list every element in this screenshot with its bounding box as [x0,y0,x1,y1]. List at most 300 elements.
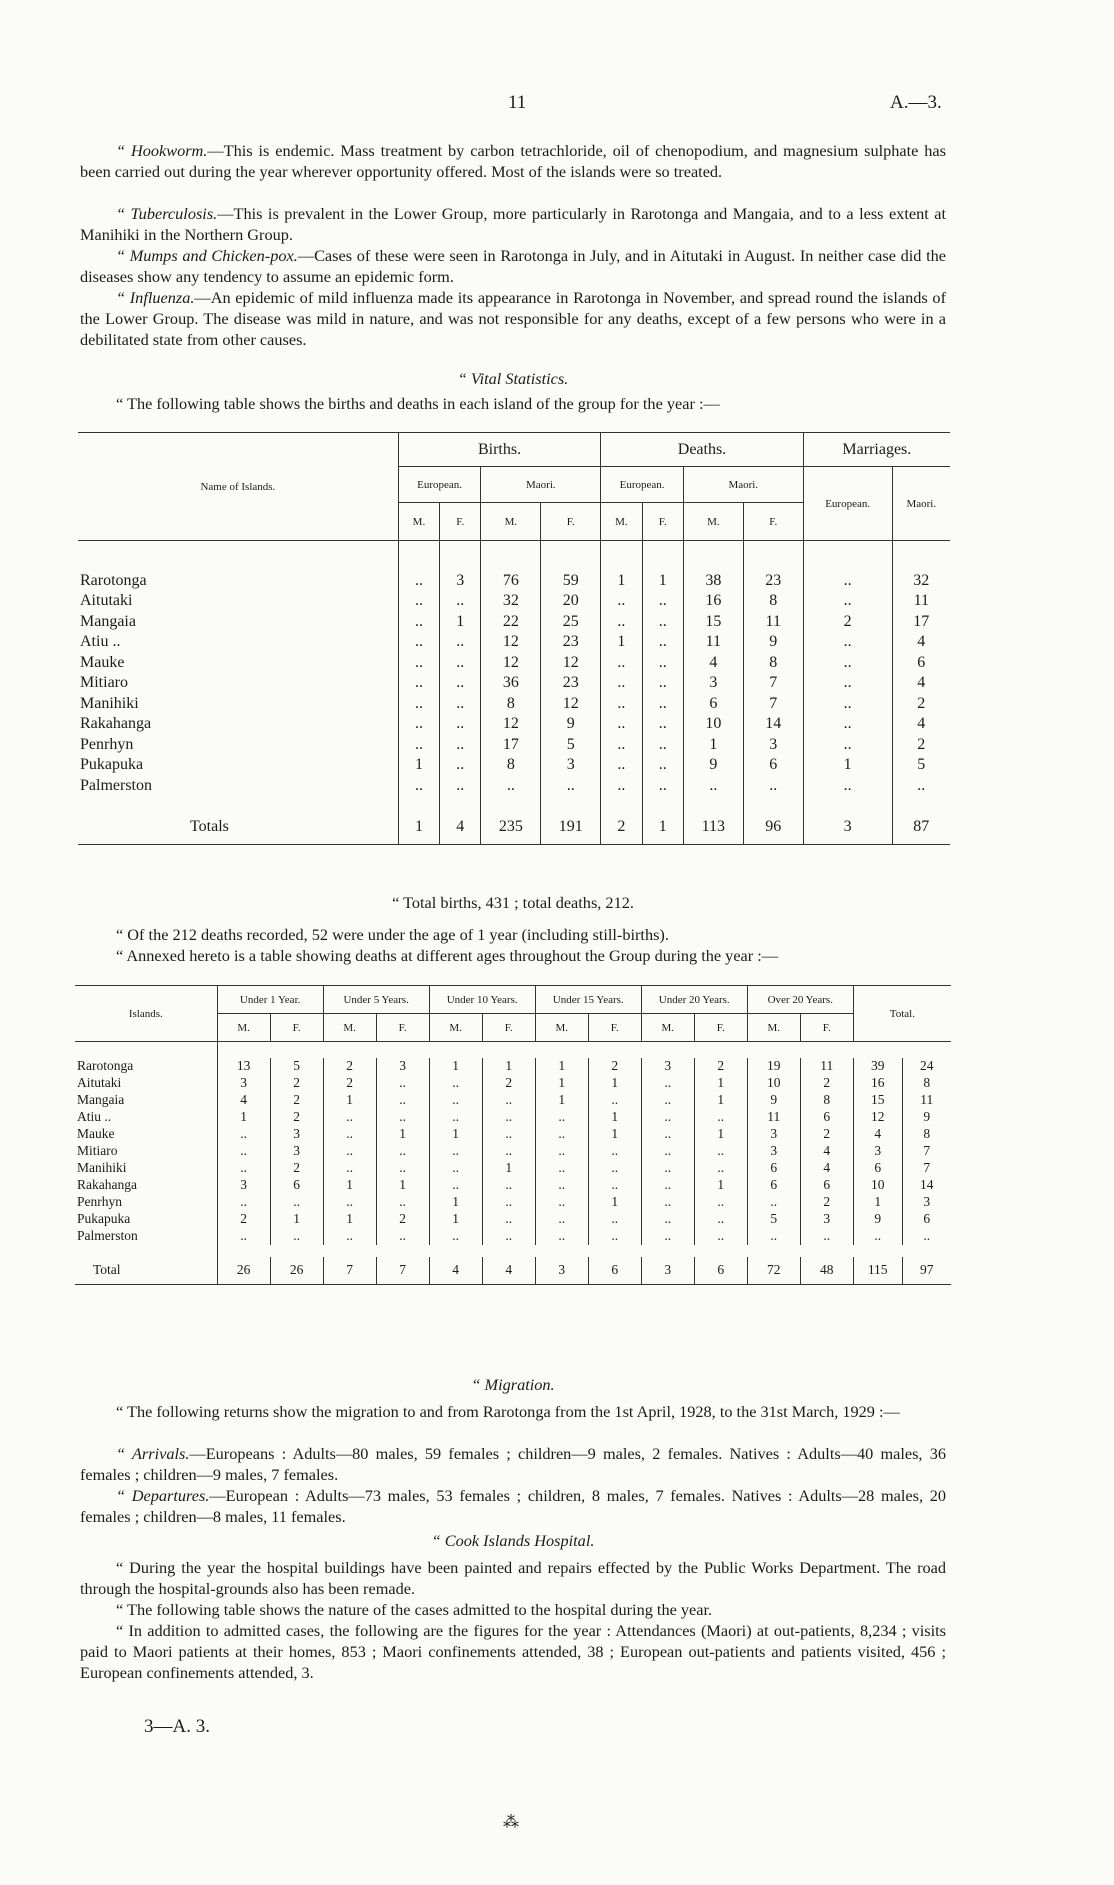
table-cell: .. [743,776,803,797]
table-cell: 1 [217,1109,270,1126]
table-cell: .. [641,1211,694,1228]
sub-header-f: F. [270,1014,323,1042]
table-cell: 23 [743,571,803,592]
table-cell: .. [482,1126,535,1143]
table-cell: .. [641,1143,694,1160]
table-cell: .. [440,694,481,715]
document-reference: A.—3. [890,92,942,113]
table-cell: 1 [588,1194,641,1211]
table-cell: 14 [902,1177,951,1194]
table-cell: 12 [481,653,541,674]
col-header-islands: Islands. [128,1007,163,1020]
table-cell: 16 [853,1075,902,1092]
births-european-header: European. [398,467,481,503]
total-cell: 115 [853,1257,902,1285]
table-cell: 15 [683,612,743,633]
island-name-cell [75,1194,217,1211]
table-cell: 1 [601,632,642,653]
table-row [78,591,950,612]
deaths-by-age-table [75,985,951,1285]
table-cell: 6 [683,694,743,715]
table-cell: 1 [482,1160,535,1177]
table-cell: .. [541,776,601,797]
total-cell: 7 [376,1257,429,1285]
sub-header-f: F. [541,503,601,541]
table-cell: 2 [803,612,892,633]
vital-statistics-table [78,432,950,845]
table-cell: 2 [588,1058,641,1075]
table-cell: .. [588,1092,641,1109]
table-cell: .. [376,1160,429,1177]
arrivals-paragraph [80,1443,946,1485]
table-cell: 1 [376,1177,429,1194]
table-cell: .. [601,673,642,694]
table-cell: 4 [892,632,950,653]
table-cell: 4 [892,714,950,735]
table-cell: .. [853,1228,902,1245]
table-cell: 2 [800,1194,853,1211]
total-cell: 87 [892,810,950,844]
deaths-under-one-note: “ Of the 212 deaths recorded, 52 were under the age of 1 year (including still-births). [116,925,669,944]
island-name: Penrhyn [77,1194,122,1209]
island-name: Mauke [77,1126,115,1141]
total-cell: 113 [683,810,743,844]
sub-header-f: F. [694,1014,747,1042]
table-cell: .. [694,1194,747,1211]
total-cell: 4 [440,810,481,844]
table-cell: .. [642,694,683,715]
table-row [78,673,950,694]
table-cell: .. [588,1228,641,1245]
table-cell: 1 [270,1211,323,1228]
table-cell: 32 [892,571,950,592]
table-row [78,632,950,653]
table-row [75,1194,951,1211]
table-cell: 4 [853,1126,902,1143]
col-header-deaths: Deaths. [601,433,803,467]
vital-statistics-summary: “ Total births, 431 ; total deaths, 212. [392,893,634,912]
table-cell: .. [323,1194,376,1211]
table-cell: .. [323,1143,376,1160]
table-cell: 5 [270,1058,323,1075]
table-cell: 10 [683,714,743,735]
island-name-cell [75,1228,217,1245]
table-cell: .. [641,1160,694,1177]
table-cell: 8 [902,1126,951,1143]
island-name: Rakahanga [80,715,152,733]
table-cell: .. [398,694,439,715]
table-cell: .. [803,735,892,756]
table-cell: 16 [683,591,743,612]
table-cell: 1 [482,1058,535,1075]
table-cell: 2 [270,1075,323,1092]
table-cell: .. [217,1143,270,1160]
table-row [75,1228,951,1245]
island-name-cell [75,1075,217,1092]
table-cell: .. [398,673,439,694]
island-name-cell [78,755,398,776]
table-cell: 13 [217,1058,270,1075]
table-cell: 1 [853,1194,902,1211]
page-header [0,92,1114,116]
table-cell: .. [641,1126,694,1143]
table-cell: .. [694,1228,747,1245]
sub-header-f: F. [482,1014,535,1042]
migration-heading: “ Migration. [471,1375,555,1394]
total-cell: 4 [429,1257,482,1285]
table-cell: .. [323,1160,376,1177]
arrivals-label: “ Arrivals. [116,1444,190,1463]
table-cell: 22 [481,612,541,633]
island-name: Rarotonga [80,571,147,589]
table-cell: 1 [588,1075,641,1092]
table-row [75,1092,951,1109]
table-cell: .. [217,1228,270,1245]
table-cell: 9 [743,632,803,653]
table-cell: 2 [694,1058,747,1075]
table-cell: 3 [683,673,743,694]
table-cell: 9 [683,755,743,776]
tuberculosis-text: —This is prevalent in the Lower Group, more particularly in Rarotonga and Mangaia, and to a less extent at Manihiki in the Northern Group. [80,204,946,244]
totals-label: Total [93,1262,121,1278]
sub-header-f: F. [588,1014,641,1042]
table-cell: 4 [892,673,950,694]
table-cell: .. [398,735,439,756]
table-cell: 9 [541,714,601,735]
island-name: Mangaia [77,1092,125,1107]
island-name-cell [78,653,398,674]
island-name: Manihiki [77,1160,127,1175]
table-cell: .. [535,1194,588,1211]
vital-statistics-heading: “ Vital Statistics. [457,369,569,388]
vital-statistics-totals-row [78,810,950,844]
table-cell: 3 [541,755,601,776]
table-cell: 9 [853,1211,902,1228]
total-cell: 97 [902,1257,951,1285]
influenza-paragraph [80,287,946,350]
table-cell: .. [398,776,439,797]
table-cell: 12 [481,714,541,735]
hospital-paragraph-3: “ In addition to admitted cases, the following are the figures for the year : Attendances (Maori) at out-patients, 8,234 ; visits paid to Maori patients at their homes, 853 ; Maori confinements attended, 38 ; European out-patients and patients visited, 456 ; European confinements attended, 3. [80,1621,946,1682]
table-cell: .. [694,1160,747,1177]
table-cell: 6 [747,1177,800,1194]
table-cell: .. [535,1160,588,1177]
table-cell: 5 [541,735,601,756]
table-cell: .. [601,591,642,612]
table-cell: .. [323,1126,376,1143]
table-cell: 3 [641,1058,694,1075]
table-cell: .. [535,1211,588,1228]
table-cell: 6 [892,653,950,674]
col-header-under-20: Under 20 Years. [641,986,747,1014]
table-cell: 8 [902,1075,951,1092]
hospital-paragraph-1: “ During the year the hospital buildings have been painted and repairs effected by the Public Works Department. The road through the hospital-grounds also has been remade. [80,1558,946,1598]
table-cell: 1 [694,1075,747,1092]
island-name: Aitutaki [77,1075,122,1090]
table-cell: 32 [481,591,541,612]
annexed-table-note: “ Annexed hereto is a table showing deaths at different ages throughout the Group during the year :— [116,946,779,965]
table-row [75,1211,951,1228]
island-name: Palmerston [77,1228,138,1243]
island-name-cell [78,612,398,633]
table-cell: .. [694,1211,747,1228]
table-cell: 3 [747,1126,800,1143]
island-name: Aitutaki [80,592,133,610]
table-cell: 6 [853,1160,902,1177]
col-header-total: Total. [853,986,951,1042]
sub-header-f: F. [800,1014,853,1042]
table-cell: .. [398,571,439,592]
table-cell: 1 [323,1092,376,1109]
col-header-under-15: Under 15 Years. [535,986,641,1014]
table-cell: .. [482,1092,535,1109]
table-cell: 4 [800,1143,853,1160]
table-cell: .. [747,1228,800,1245]
total-cell: 26 [217,1257,270,1285]
mumps-text: —Cases of these were seen in Rarotonga in July, and in Aitutaki in August. In neither case did the diseases show any tendency to assume an epidemic form. [80,246,946,286]
arrivals-text: —Europeans : Adults—80 males, 59 females ; children—9 males, 2 females. Natives : Adults—40 males, 36 females ; children—9 males, 7 females. [80,1444,946,1484]
table-cell: .. [803,591,892,612]
table-row [75,1160,951,1177]
table-cell: .. [440,776,481,797]
table-cell: .. [217,1194,270,1211]
island-name-cell [75,1143,217,1160]
table-row [75,1075,951,1092]
table-cell: .. [440,735,481,756]
table-cell: 10 [853,1177,902,1194]
table-cell: .. [694,1109,747,1126]
table-cell: .. [803,714,892,735]
table-cell: 6 [800,1109,853,1126]
hookworm-text: —This is endemic. Mass treatment by carbon tetrachloride, oil of chenopodium, and magnesium sulphate has been carried out during the year wherever opportunity offered. Most of the islands were so treated. [80,141,946,181]
table-cell: 11 [892,591,950,612]
sub-header-m: M. [323,1014,376,1042]
departures-label: “ Departures. [116,1486,210,1505]
table-row [78,612,950,633]
island-name: Mitiaro [77,1143,118,1158]
table-cell: .. [482,1211,535,1228]
total-cell: 7 [323,1257,376,1285]
table-cell: 1 [803,755,892,776]
table-cell: 11 [800,1058,853,1075]
island-name-cell [75,1109,217,1126]
island-name: Rarotonga [77,1058,134,1073]
island-name-cell [75,1126,217,1143]
table-cell: .. [803,571,892,592]
table-cell: 2 [270,1092,323,1109]
col-header-marriages: Marriages. [803,433,950,467]
island-name: Pukapuka [80,756,144,774]
table-cell: 7 [902,1160,951,1177]
table-cell: 2 [217,1211,270,1228]
total-cell: 6 [588,1257,641,1285]
table-cell: 17 [892,612,950,633]
table-cell: .. [429,1177,482,1194]
table-cell: 3 [217,1075,270,1092]
table-cell: 8 [743,653,803,674]
table-cell: 12 [541,694,601,715]
table-cell: .. [429,1228,482,1245]
table-cell: .. [376,1092,429,1109]
table-cell: 3 [800,1211,853,1228]
table-cell: 3 [902,1194,951,1211]
vital-statistics-body [78,571,950,797]
table-cell: .. [376,1228,429,1245]
island-name: Manihiki [80,694,139,712]
table-cell: .. [535,1143,588,1160]
table-cell: 12 [481,632,541,653]
table-cell: .. [588,1177,641,1194]
table-cell: 3 [270,1126,323,1143]
table-cell: 12 [853,1109,902,1126]
table-cell: 1 [694,1092,747,1109]
total-cell: 4 [482,1257,535,1285]
tuberculosis-paragraph [80,203,946,245]
table-cell: 1 [429,1211,482,1228]
table-cell: 4 [800,1160,853,1177]
marriages-maori-header: Maori. [892,467,950,541]
table-cell: .. [482,1228,535,1245]
table-cell: .. [902,1228,951,1245]
table-cell: 1 [429,1126,482,1143]
table-cell: 1 [535,1092,588,1109]
table-cell: .. [800,1228,853,1245]
table-row [78,755,950,776]
table-cell: 6 [902,1211,951,1228]
table-cell: .. [588,1143,641,1160]
table-cell: .. [440,714,481,735]
total-cell: 48 [800,1257,853,1285]
table-cell: .. [217,1126,270,1143]
table-cell: .. [642,755,683,776]
table-cell: .. [803,653,892,674]
table-cell: .. [440,755,481,776]
table-cell: .. [641,1177,694,1194]
island-name: Palmerston [80,776,152,794]
table-cell: 1 [535,1058,588,1075]
table-cell: .. [601,735,642,756]
total-cell: 1 [642,810,683,844]
table-cell: 1 [429,1194,482,1211]
table-cell: 9 [902,1109,951,1126]
table-cell: 2 [270,1109,323,1126]
island-name-cell [78,714,398,735]
table-row [78,735,950,756]
table-cell: .. [641,1109,694,1126]
table-cell: .. [747,1194,800,1211]
deaths-by-age-body [75,1058,951,1245]
hookworm-title: “ Hookworm. [116,141,208,160]
table-cell: .. [429,1092,482,1109]
sub-header-m: M. [641,1014,694,1042]
table-row [78,714,950,735]
table-cell: .. [641,1228,694,1245]
table-cell: .. [601,776,642,797]
page-number: 11 [508,92,527,113]
table-cell: 6 [270,1177,323,1194]
col-header-births: Births. [398,433,600,467]
island-name: Rakahanga [77,1177,137,1192]
table-cell: .. [588,1160,641,1177]
table-cell: .. [376,1194,429,1211]
marriages-european-header: European. [803,467,892,541]
total-cell: 26 [270,1257,323,1285]
table-cell: .. [601,755,642,776]
table-cell: 2 [892,694,950,715]
table-cell: 5 [747,1211,800,1228]
table-cell: 2 [376,1211,429,1228]
table-cell: 39 [853,1058,902,1075]
table-cell: 23 [541,632,601,653]
table-cell: 3 [270,1143,323,1160]
total-cell: 96 [743,810,803,844]
table-cell: 17 [481,735,541,756]
table-cell: 2 [800,1075,853,1092]
table-cell: 1 [323,1177,376,1194]
table-cell: .. [323,1228,376,1245]
table-cell: .. [482,1177,535,1194]
table-row [75,1143,951,1160]
mumps-title: “ Mumps and Chicken-pox. [116,246,298,265]
table-cell: .. [641,1092,694,1109]
table-cell: .. [429,1109,482,1126]
table-cell: 7 [743,673,803,694]
table-cell: .. [803,776,892,797]
table-cell: 3 [853,1143,902,1160]
table-cell: 6 [743,755,803,776]
table-cell: .. [440,632,481,653]
table-cell: 10 [747,1075,800,1092]
vital-statistics-intro: “ The following table shows the births and deaths in each island of the group for the year :— [116,394,720,413]
table-cell: .. [398,632,439,653]
table-cell: 2 [323,1075,376,1092]
sub-header-m: M. [683,503,743,541]
table-cell: 1 [694,1126,747,1143]
table-cell: 1 [535,1075,588,1092]
table-cell: .. [481,776,541,797]
total-cell: 2 [601,810,642,844]
table-row [78,776,950,797]
sub-header-m: M. [601,503,642,541]
table-cell: .. [641,1194,694,1211]
total-cell: 235 [481,810,541,844]
table-cell: 8 [743,591,803,612]
influenza-title: “ Influenza. [116,288,195,307]
table-cell: 7 [902,1143,951,1160]
table-cell: 7 [743,694,803,715]
table-cell: .. [694,1143,747,1160]
table-cell: .. [440,673,481,694]
total-cell: 191 [541,810,601,844]
table-cell: 4 [683,653,743,674]
island-name-cell [78,632,398,653]
table-cell: 8 [800,1092,853,1109]
table-cell: .. [398,653,439,674]
table-cell: 2 [323,1058,376,1075]
table-cell: 76 [481,571,541,592]
table-cell: .. [803,632,892,653]
island-name-cell [78,571,398,592]
migration-intro: “ The following returns show the migration to and from Rarotonga from the 1st April, 1928, to the 31st March, 1929 :— [116,1402,900,1421]
table-cell: .. [683,776,743,797]
table-cell: 20 [541,591,601,612]
island-name-cell [78,591,398,612]
island-name-cell [75,1177,217,1194]
table-cell: 2 [270,1160,323,1177]
table-row [75,1058,951,1075]
sub-header-f: F. [440,503,481,541]
table-cell: 9 [747,1092,800,1109]
